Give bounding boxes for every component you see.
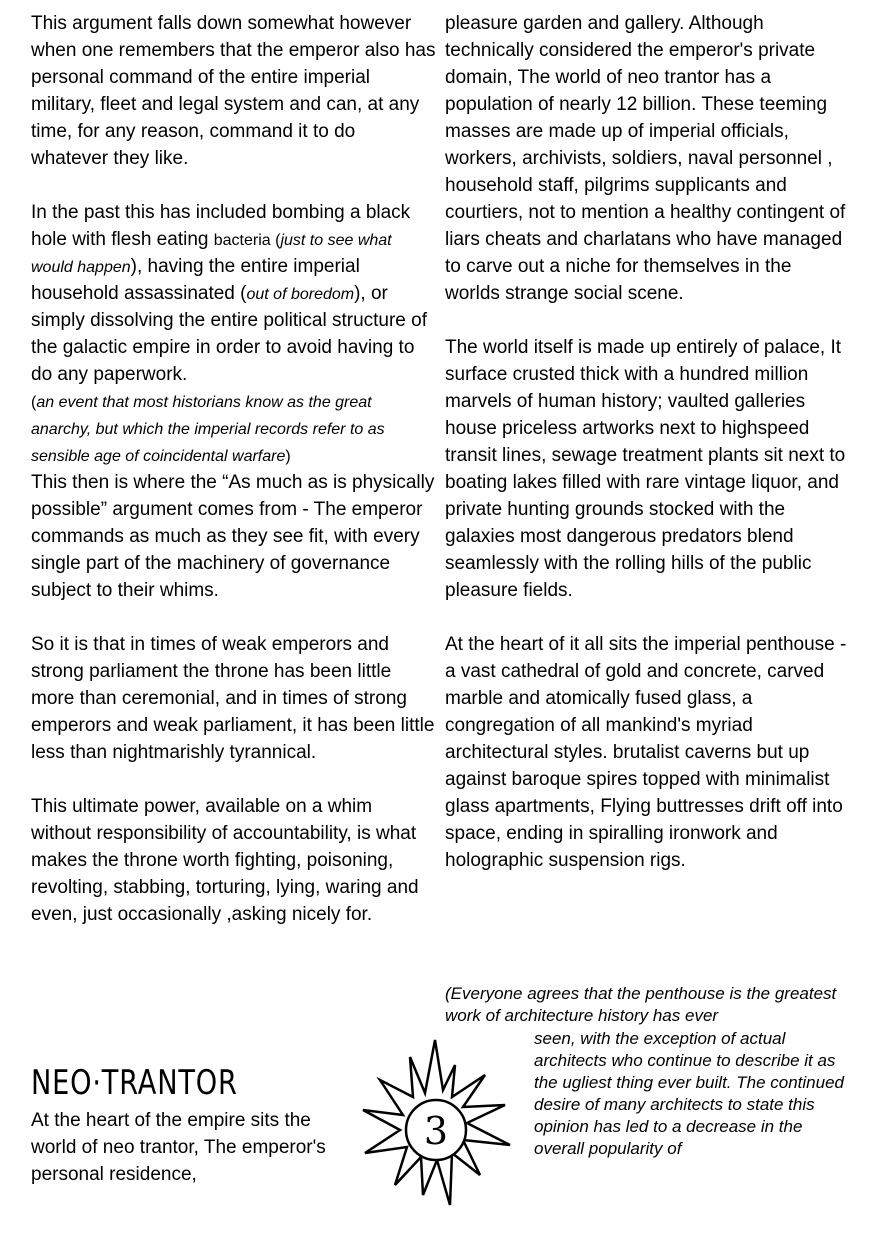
- left-column: [31, 10, 436, 928]
- page-number-badge: [355, 1035, 515, 1215]
- right-column: [445, 10, 850, 874]
- paragraph: The world itself is made up entirely of palace, It surface crusted thick with a hundred million marvels of human history; vaulted galleries house priceless artworks next to highspeed transit lines, sewage treatment plants sit next to boating lakes filled with rare vintage liquor, and private hunting grounds stocked with the galaxies most dangerous predators blend seamlessly with the rolling hills of the public pleasure fields.: [445, 337, 846, 601]
- paragraph: At the heart of it all sits the imperial penthouse - a vast cathedral of gold and concrete, carved marble and atomically fused glass, a congregation of all mankind's myriad architectural styles. brutalist caverns but up against baroque spires topped with minimalist glass apartments, Flying buttresses drift off into space, ending in spiralling ironwork and holographic suspension rigs.: [445, 634, 847, 871]
- aside-note-top: (Everyone agrees that the penthouse is the greatest work of architecture history has ever: [445, 984, 837, 1025]
- paragraph: This ultimate power, available on a whim without responsibility of accountability, is what makes the throne worth fighting, poisoning, revolting, stabbing, torturing, lying, waring and even, just occasionally ,asking nicely for.: [31, 796, 419, 925]
- section-heading: NEO·TRANTOR: [31, 1063, 238, 1103]
- paragraph: This then is where the “As much as is physically possible” argument comes from - The emperor commands as much as they see fit, with every single part of the machinery of governance subject to their whims.: [31, 472, 435, 601]
- paragraph: So it is that in times of weak emperors and strong parliament the throne has been little more than ceremonial, and in times of strong emperors and weak parliament, it has been little less than nightmarishly tyrannical.: [31, 634, 435, 763]
- paragraph: This argument falls down somewhat however when one remembers that the emperor also has personal command of the entire imperial military, fleet and legal system and can, at any time, for any reason, command it to do whatever they like.: [31, 13, 436, 169]
- section-intro: At the heart of the empire sits the world of neo trantor, The emperor's personal residence,: [31, 1110, 326, 1185]
- paragraph: pleasure garden and gallery. Although technically considered the emperor's private domain, The world of neo trantor has a population of nearly 12 billion. These teeming masses are made up of imperial officials, workers, archivists, soldiers, naval personnel , household staff, pilgrims supplicants and courtiers, not to mention a healthy contingent of liars cheats and charlatans who have managed to carve out a niche for themselves in the worlds strange social scene.: [445, 13, 846, 304]
- page-number: 3: [423, 1109, 449, 1153]
- paragraph: In the past this has included bombing a black hole with flesh eating bacteria (just to see what would happen), having the entire imperial household assassinated (out of boredom), or simply dissolving the entire political structure of the galactic empire in order to avoid having to do any paperwork. (an event that most historians know as the great anarchy, but which the imperial records refer to as sensible age of coincidental warfare): [31, 202, 428, 465]
- aside-note-bottom: seen, with the exception of actual architects who continue to describe it as the ugliest thing ever built. The continued desire of many architects to state this opinion has led to a decrease in the overall popularity of: [534, 1029, 844, 1158]
